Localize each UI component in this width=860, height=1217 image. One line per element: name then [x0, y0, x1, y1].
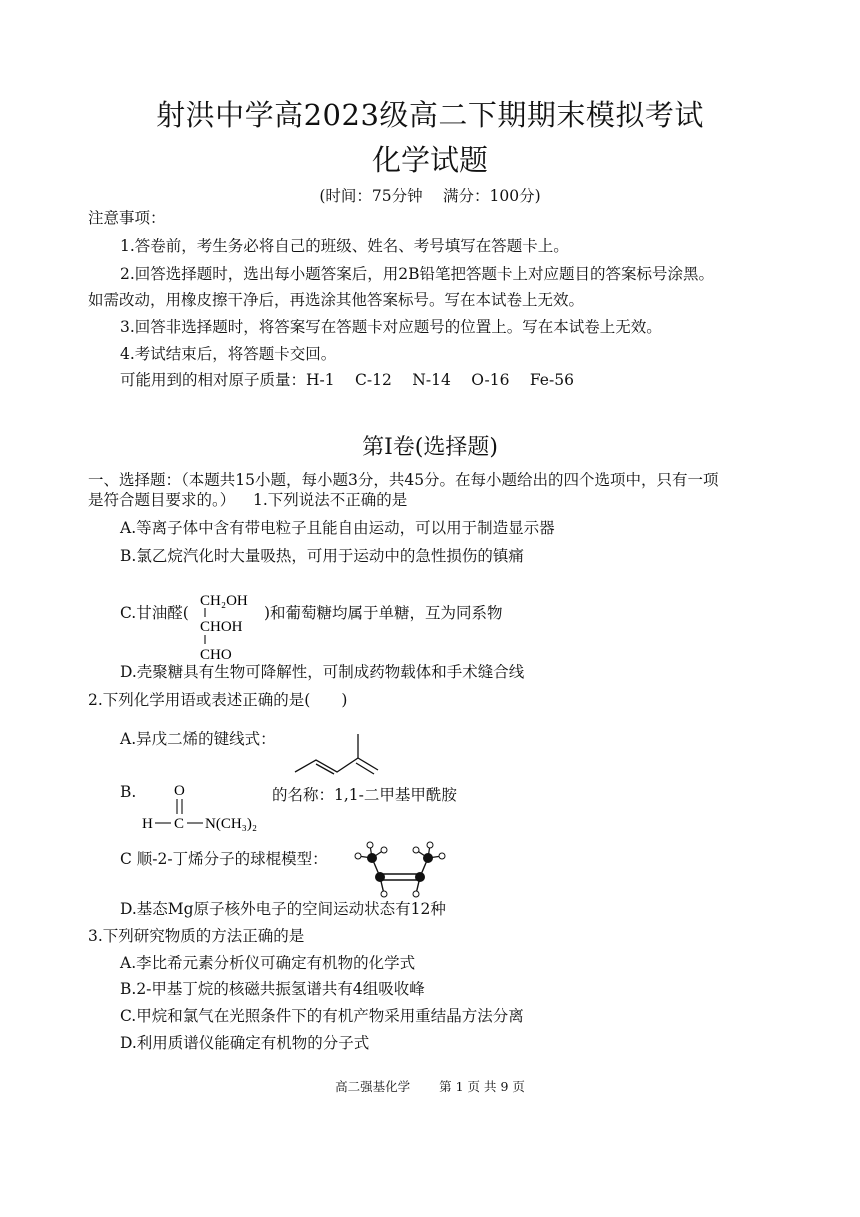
- dmf-dimethylamino: N(CH₃)₂: [205, 816, 258, 832]
- q3-option-c: C.甲烷和氯气在光照条件下的有机产物采用重结晶方法分离: [120, 1007, 524, 1025]
- note-item-2-line2: 如需改动，用橡皮擦干净后，再选涂其他答案标号。写在本试卷上无效。: [88, 291, 585, 309]
- time-info: (时间：75分钟 满分：100分): [319, 187, 541, 205]
- q2-option-c: C 顺-2-丁烯分子的球棍模型：: [120, 850, 328, 868]
- q2-option-b-label: B.: [120, 783, 137, 801]
- q2-option-a: A.异戊二烯的键线式：: [120, 730, 276, 748]
- dmf-oxygen: O: [174, 783, 185, 799]
- glyceraldehyde-ch2oh: CH₂OH: [200, 593, 248, 609]
- exam-subtitle: 化学试题: [371, 143, 488, 177]
- note-item-2-line1: 2.回答选择题时，选出每小题答案后，用2B铅笔把答题卡上对应题目的答案标号涂黑。: [120, 265, 715, 283]
- q1-option-d: D.壳聚糖具有生物可降解性，可制成药物载体和手术缝合线: [120, 663, 525, 681]
- q1-stem: 1.下列说法不正确的是: [253, 491, 408, 509]
- dmf-carbon: C: [174, 816, 185, 832]
- q1-option-b: B.氯乙烷汽化时大量吸热，可用于运动中的急性损伤的镇痛: [120, 547, 524, 565]
- q3-stem: 3.下列研究物质的方法正确的是: [88, 927, 305, 945]
- glyceraldehyde-structure: [194, 586, 264, 664]
- dimethylformamide-structure: [140, 780, 275, 838]
- q3-option-d: D.利用质谱仪能确定有机物的分子式: [120, 1034, 370, 1052]
- q1-option-a: A.等离子体中含有带电粒子且能自由运动，可以用于制造显示器: [120, 519, 555, 537]
- page-footer: 高二强基化学 第 1 页 共 9 页: [335, 1079, 525, 1094]
- glyceraldehyde-cho: CHO: [200, 647, 232, 663]
- q2-option-d: D.基态Mg原子核外电子的空间运动状态有12种: [120, 900, 446, 918]
- notes-heading: 注意事项：: [88, 209, 166, 227]
- section-intro-line2: 是符合题目要求的。）: [88, 491, 236, 509]
- q3-option-b: B.2-甲基丁烷的核磁共振氢谱共有4组吸收峰: [120, 980, 425, 998]
- note-item-4: 4.考试结束后，将答题卡交回。: [120, 345, 337, 363]
- section-intro-line1: 一、选择题：（本题共15小题，每小题3分，共45分。在每小题给出的四个选项中，只有一项: [88, 471, 719, 489]
- q3-option-a: A.李比希元素分析仪可确定有机物的化学式: [120, 954, 416, 972]
- q1-option-c-post: )和葡萄糖均属于单糖，互为同系物: [264, 604, 503, 622]
- dmf-hydrogen: H: [142, 816, 153, 832]
- q2-option-b-text: 的名称：1,1-二甲基甲酰胺: [272, 786, 457, 804]
- note-item-1: 1.答卷前，考生务必将自己的班级、姓名、考号填写在答题卡上。: [120, 237, 569, 255]
- atomic-mass-line: 可能用到的相对原子质量：H-1 C-12 N-14 O-16 Fe-56: [120, 371, 574, 389]
- exam-title: 射洪中学高2023级高二下期期末模拟考试: [156, 98, 704, 132]
- glyceraldehyde-chohr: CHOH: [200, 619, 243, 635]
- cis-2-butene-ball-stick-model: [350, 840, 450, 900]
- note-item-3: 3.回答非选择题时，将答案写在答题卡对应题号的位置上。写在本试卷上无效。: [120, 318, 662, 336]
- q1-option-c-pre: C.甘油醛(: [120, 604, 189, 622]
- section-title: 第I卷(选择题): [362, 435, 498, 460]
- q2-stem: 2.下列化学用语或表述正确的是( ): [88, 691, 348, 709]
- isoprene-skeletal-formula: [292, 730, 382, 776]
